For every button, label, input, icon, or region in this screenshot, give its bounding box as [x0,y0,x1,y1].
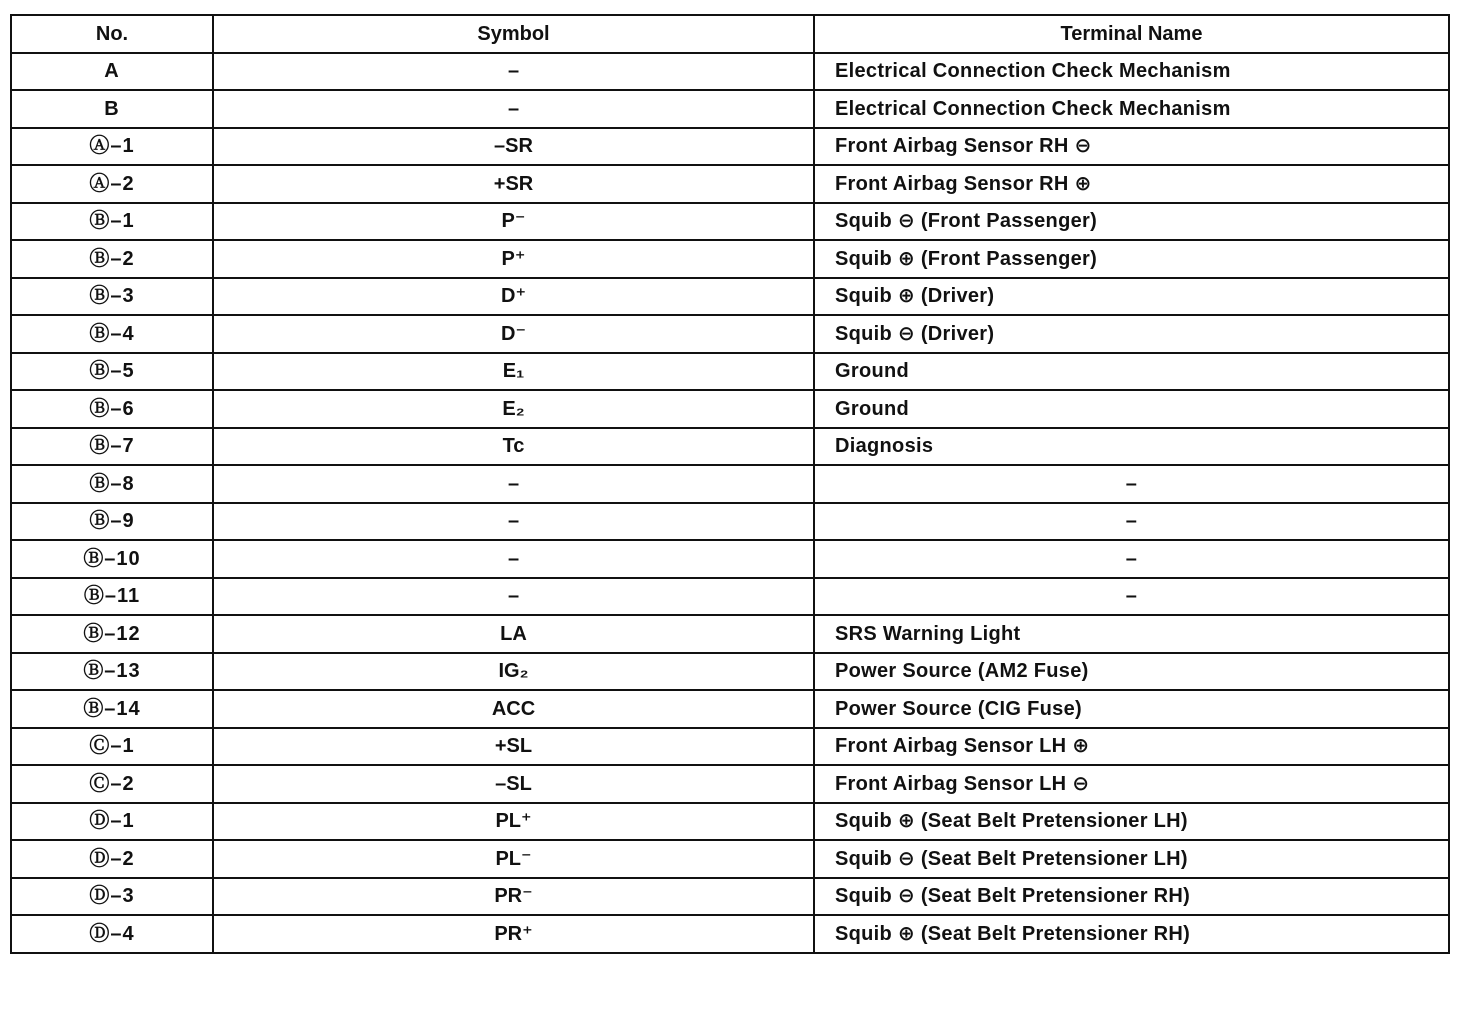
table-row [11,803,1449,841]
terminal-symbol: E₁ [213,353,814,391]
terminal-symbol: D⁺ [213,278,814,316]
terminal-symbol: – [213,465,814,503]
table-row [11,128,1449,166]
terminal-name: Front Airbag Sensor LH ⊖ [814,765,1449,803]
terminal-symbol: – [213,503,814,541]
terminal-symbol: – [213,578,814,616]
terminal-name: Squib ⊖ (Driver) [814,315,1449,353]
terminal-name: Squib ⊕ (Driver) [814,278,1449,316]
terminal-name: Front Airbag Sensor LH ⊕ [814,728,1449,766]
table-row [11,165,1449,203]
terminal-name: Power Source (CIG Fuse) [814,690,1449,728]
terminal-symbol: +SL [213,728,814,766]
terminal-no: Ⓑ–2 [11,240,213,278]
terminal-name: Power Source (AM2 Fuse) [814,653,1449,691]
terminal-no: Ⓐ–1 [11,128,213,166]
table-row [11,915,1449,953]
header-row [11,15,1449,53]
terminal-no: Ⓑ–14 [11,690,213,728]
terminal-no: Ⓒ–2 [11,765,213,803]
table-row [11,90,1449,128]
terminal-name: Ground [814,390,1449,428]
terminal-no: Ⓑ–6 [11,390,213,428]
terminal-symbol: –SR [213,128,814,166]
table-row [11,840,1449,878]
table-row [11,278,1449,316]
terminal-symbol: –SL [213,765,814,803]
table-row [11,353,1449,391]
table-row [11,315,1449,353]
terminal-name: – [814,578,1449,616]
terminal-symbol: P⁻ [213,203,814,241]
terminal-symbol: E₂ [213,390,814,428]
header-symbol: Symbol [213,15,814,53]
header-terminal-name: Terminal Name [814,15,1449,53]
table-row [11,53,1449,91]
terminal-symbol: Tc [213,428,814,466]
terminal-no: Ⓑ–1 [11,203,213,241]
terminal-name: Electrical Connection Check Mechanism [814,90,1449,128]
terminal-name: Squib ⊖ (Front Passenger) [814,203,1449,241]
terminal-no: Ⓑ–5 [11,353,213,391]
table-row [11,615,1449,653]
terminal-name: Diagnosis [814,428,1449,466]
terminal-symbol: D⁻ [213,315,814,353]
terminal-no: Ⓓ–1 [11,803,213,841]
table-row [11,465,1449,503]
terminal-no: Ⓐ–2 [11,165,213,203]
terminal-no: Ⓑ–9 [11,503,213,541]
table-row [11,878,1449,916]
terminal-no: Ⓑ–7 [11,428,213,466]
terminal-name: Front Airbag Sensor RH ⊖ [814,128,1449,166]
terminal-no: B [11,90,213,128]
terminal-symbol: PL⁺ [213,803,814,841]
terminal-no: Ⓑ–3 [11,278,213,316]
terminal-name: – [814,465,1449,503]
table-row [11,240,1449,278]
terminal-name: Front Airbag Sensor RH ⊕ [814,165,1449,203]
table-row [11,203,1449,241]
terminal-no: Ⓑ–8 [11,465,213,503]
terminal-name: – [814,540,1449,578]
terminal-name: Squib ⊕ (Seat Belt Pretensioner RH) [814,915,1449,953]
terminal-no: Ⓓ–2 [11,840,213,878]
terminal-symbol: – [213,53,814,91]
table-row [11,653,1449,691]
terminal-symbol: – [213,90,814,128]
table-row [11,765,1449,803]
terminal-name: Squib ⊖ (Seat Belt Pretensioner LH) [814,840,1449,878]
terminal-symbol: LA [213,615,814,653]
table-row [11,390,1449,428]
terminal-name: Electrical Connection Check Mechanism [814,53,1449,91]
terminal-name: – [814,503,1449,541]
table-row [11,428,1449,466]
terminal-name: Squib ⊕ (Front Passenger) [814,240,1449,278]
terminal-name: Ground [814,353,1449,391]
terminal-name: Squib ⊕ (Seat Belt Pretensioner LH) [814,803,1449,841]
header-no: No. [11,15,213,53]
terminal-no: Ⓓ–3 [11,878,213,916]
terminal-symbol: – [213,540,814,578]
terminal-symbol: +SR [213,165,814,203]
terminal-no: Ⓑ–12 [11,615,213,653]
terminal-table [10,14,1450,954]
terminal-symbol: PL⁻ [213,840,814,878]
terminal-name: SRS Warning Light [814,615,1449,653]
terminal-symbol: PR⁺ [213,915,814,953]
terminal-no: Ⓓ–4 [11,915,213,953]
terminal-no: Ⓑ–11 [11,578,213,616]
table-row [11,578,1449,616]
terminal-no: Ⓒ–1 [11,728,213,766]
terminal-no: Ⓑ–4 [11,315,213,353]
table-row [11,690,1449,728]
terminal-no: A [11,53,213,91]
terminal-symbol: P⁺ [213,240,814,278]
table-row [11,540,1449,578]
terminal-no: Ⓑ–13 [11,653,213,691]
terminal-symbol: ACC [213,690,814,728]
terminal-name: Squib ⊖ (Seat Belt Pretensioner RH) [814,878,1449,916]
terminal-no: Ⓑ–10 [11,540,213,578]
table-row [11,503,1449,541]
terminal-symbol: IG₂ [213,653,814,691]
table-row [11,728,1449,766]
terminal-symbol: PR⁻ [213,878,814,916]
